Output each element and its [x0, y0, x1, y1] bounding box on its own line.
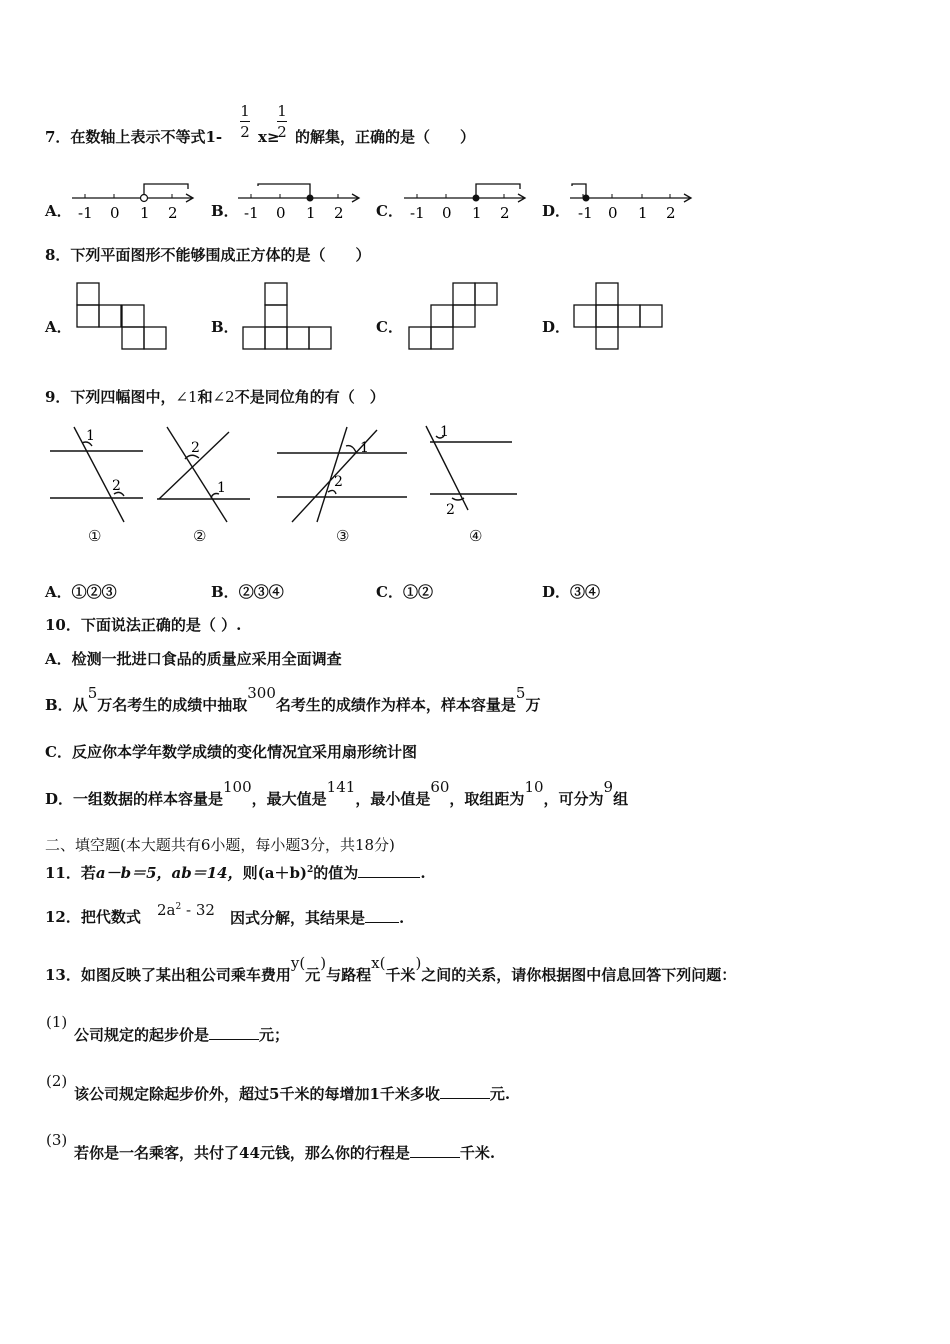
- angle-label: 2: [446, 502, 455, 518]
- q13-sub2-text: 该公司规定除起步价外，超过5千米的每增加1千米多收: [74, 1085, 440, 1103]
- q7-option-c-letter[interactable]: C．: [376, 202, 403, 220]
- q13-sub3: [74, 1143, 495, 1162]
- q13-sub1: [74, 1025, 289, 1044]
- q10-b-p4: 万: [525, 696, 541, 714]
- q9-and: 和: [197, 388, 213, 406]
- q10-d-p5: ，可分为: [543, 790, 604, 808]
- tick-label: -1: [78, 204, 93, 222]
- q10-option-a[interactable]: A．检测一批进口食品的质量应采用全面调查: [45, 650, 342, 668]
- q9-option-b[interactable]: [211, 581, 284, 602]
- q12-p2: 因式分解，其结果是: [230, 909, 366, 927]
- q9-figure-2: [155, 422, 255, 527]
- q11-e1: a－b＝5，ab＝14，: [95, 864, 243, 882]
- q13-sub2-end: 元.: [489, 1085, 511, 1103]
- q9-label-1: ①: [88, 527, 102, 545]
- q12: [45, 908, 141, 926]
- q8-net-c: [409, 282, 501, 352]
- q10-d-n3: 60: [430, 778, 450, 796]
- q9-option-b-letter: B．: [211, 583, 239, 601]
- q8-option-a-letter[interactable]: A．: [45, 318, 72, 336]
- q13-sub1-text: 公司规定的起步价是: [74, 1026, 210, 1044]
- tick-label: 0: [442, 204, 452, 222]
- q9-prefix: 9．下列四幅图中，: [45, 388, 176, 406]
- q13-sub3-text: 若你是一名乘客，共付了44元钱，那么你的行程是: [74, 1144, 410, 1162]
- q10-stem: 10．下面说法正确的是（ ）.: [45, 616, 242, 634]
- q10-option-d[interactable]: [45, 778, 629, 808]
- q10-b-p3: 名考生的成绩作为样本，样本容量是: [275, 696, 516, 714]
- tick-label: 1: [140, 204, 150, 222]
- q9-angle1: ∠1: [175, 388, 198, 406]
- q9-stem: [45, 388, 385, 406]
- q7-numberline-b: [238, 180, 368, 222]
- q10-d-n5: 9: [603, 778, 614, 796]
- q7-frac2: [277, 102, 287, 141]
- q8-net-b: [243, 282, 335, 352]
- q12-expr: [157, 898, 215, 919]
- q12-tail: [230, 908, 404, 927]
- q11-p4: .: [420, 864, 426, 882]
- tick-label: 2: [666, 204, 676, 222]
- q10-d-p6: 组: [613, 790, 629, 808]
- q11-p2: 则: [242, 864, 258, 882]
- angle-label: 2: [334, 474, 343, 490]
- q7-option-b-letter[interactable]: B．: [211, 202, 239, 220]
- q11-answer-blank[interactable]: [358, 863, 420, 878]
- q10-b-n3: 5: [515, 684, 526, 702]
- q12-answer-blank[interactable]: [365, 908, 399, 923]
- q13-y-close: ): [320, 954, 327, 972]
- q13-sub2-blank[interactable]: [440, 1084, 490, 1099]
- q13-y-unit: 元: [305, 966, 321, 984]
- q9-option-a-letter: A．: [45, 583, 72, 601]
- q7-stem: [45, 128, 222, 146]
- q10-d-p3: ，最小值是: [355, 790, 431, 808]
- q12-p1: 12．把代数式: [45, 908, 141, 926]
- q8-stem: 8．下列平面图形不能够围成正方体的是（ ）: [45, 246, 371, 264]
- q13-sub1-number: (1): [46, 1013, 68, 1031]
- q13-x-close: ): [415, 954, 422, 972]
- q13-sub3-end: 千米.: [459, 1144, 496, 1162]
- q7-frac1-den: 2: [240, 123, 250, 141]
- angle-label: 1: [360, 440, 369, 456]
- section-2-heading: 二、填空题(本大题共有6小题，每小题3分，共18分): [45, 836, 395, 854]
- q13-sub2-number: (2): [46, 1072, 68, 1090]
- angle-label: 2: [191, 440, 200, 456]
- tick-label: 1: [638, 204, 648, 222]
- q10-b-p1: B．从: [45, 696, 88, 714]
- q13-p2: 与路程: [326, 966, 372, 984]
- q13-sub1-blank[interactable]: [209, 1025, 259, 1040]
- q10-d-n1: 100: [223, 778, 252, 796]
- q11: [45, 861, 426, 882]
- q13-sub1-end: 元；: [259, 1026, 290, 1044]
- q13-p3: 之间的关系，请你根据图中信息回答下列问题：: [421, 966, 737, 984]
- q8-option-b-letter[interactable]: B．: [211, 318, 239, 336]
- q7-expr-a: 1-: [205, 128, 223, 146]
- q12-expr-base: 2a: [157, 901, 176, 919]
- q11-e2: (a＋b): [257, 864, 308, 882]
- q7-frac2-num: 1: [277, 102, 287, 120]
- tick-label: 2: [500, 204, 510, 222]
- q9-label-2: ②: [193, 527, 207, 545]
- q10-b-p2: 万名考生的成绩中抽取: [97, 696, 248, 714]
- q9-option-c-text: ①②: [402, 583, 433, 601]
- q8-option-d-letter[interactable]: D．: [542, 318, 571, 336]
- q9-figure-1: [48, 422, 148, 527]
- tick-label: -1: [244, 204, 259, 222]
- angle-label: 1: [440, 424, 449, 440]
- q10-b-n2: 300: [247, 684, 276, 702]
- angle-label: 1: [86, 428, 95, 444]
- q10-d-n4: 10: [524, 778, 544, 796]
- q7-numberline-a: [72, 180, 202, 222]
- q7-numberline-d: [570, 180, 700, 222]
- q9-label-4: ④: [469, 527, 483, 545]
- q10-d-p2: ，最大值是: [251, 790, 327, 808]
- q13-x: x(: [371, 954, 386, 972]
- q13-p1: 13．如图反映了某出租公司乘车费用: [45, 966, 291, 984]
- q13-stem: [45, 954, 737, 984]
- tick-label: 0: [608, 204, 618, 222]
- q9-option-c[interactable]: [376, 581, 433, 602]
- q13-y: y(: [290, 954, 306, 972]
- q9-option-d-letter: D．: [542, 583, 571, 601]
- q8-option-c-letter[interactable]: C．: [376, 318, 403, 336]
- q9-figure-4: [422, 422, 522, 527]
- q7-option-a-letter[interactable]: A．: [45, 202, 72, 220]
- q9-option-d[interactable]: [542, 581, 600, 602]
- q9-figure-3: [272, 422, 412, 527]
- q12-sup: 2: [175, 902, 182, 912]
- q11-sup: 2: [307, 865, 314, 875]
- tick-label: 1: [472, 204, 482, 222]
- tick-label: -1: [410, 204, 425, 222]
- q9-option-a-text: ①②③: [71, 583, 117, 601]
- q9-label-3: ③: [336, 527, 350, 545]
- q7-suffix: 的解集，正确的是（ ）: [295, 128, 476, 146]
- q10-d-n2: 141: [326, 778, 356, 796]
- q9-option-c-letter: C．: [376, 583, 403, 601]
- angle-label: 2: [112, 478, 121, 494]
- q13-sub3-number: (3): [46, 1131, 68, 1149]
- q10-option-c[interactable]: C．反应你本学年数学成绩的变化情况宜采用扇形统计图: [45, 743, 417, 761]
- q7-numberline-c: [404, 180, 534, 222]
- q7-expr-b: x≥: [258, 128, 280, 146]
- q8-net-d: [574, 282, 666, 352]
- tick-label: 0: [276, 204, 286, 222]
- angle-label: 1: [217, 480, 226, 496]
- tick-label: 2: [334, 204, 344, 222]
- q7-frac2-den: 2: [277, 123, 287, 141]
- q10-b-n1: 5: [87, 684, 98, 702]
- q9-angle2: ∠2: [212, 388, 235, 406]
- tick-label: 0: [110, 204, 120, 222]
- q13-sub3-blank[interactable]: [410, 1143, 460, 1158]
- q7-prefix: 7．在数轴上表示不等式: [45, 128, 206, 146]
- q10-option-b[interactable]: [45, 684, 541, 714]
- tick-label: -1: [578, 204, 593, 222]
- q13-sub2: [74, 1084, 510, 1103]
- q7-frac1: [240, 102, 250, 141]
- q9-suffix: 不是同位角的有（ ）: [234, 388, 385, 406]
- tick-label: 2: [168, 204, 178, 222]
- q9-option-b-text: ②③④: [238, 583, 284, 601]
- q7-option-d-letter[interactable]: D．: [542, 202, 571, 220]
- q7-frac1-num: 1: [240, 102, 250, 120]
- q12-expr-rest: - 32: [181, 901, 215, 919]
- tick-label: 1: [306, 204, 316, 222]
- q11-p3: 的值为: [313, 864, 359, 882]
- q8-net-a: [76, 282, 172, 352]
- q13-x-unit: 千米: [385, 966, 416, 984]
- q9-option-a[interactable]: [45, 581, 117, 602]
- q10-d-p1: D．一组数据的样本容量是: [45, 790, 224, 808]
- q10-d-p4: ，取组距为: [449, 790, 525, 808]
- q11-p1: 11．若: [45, 864, 96, 882]
- q12-p3: .: [399, 909, 405, 927]
- q9-option-d-text: ③④: [570, 583, 601, 601]
